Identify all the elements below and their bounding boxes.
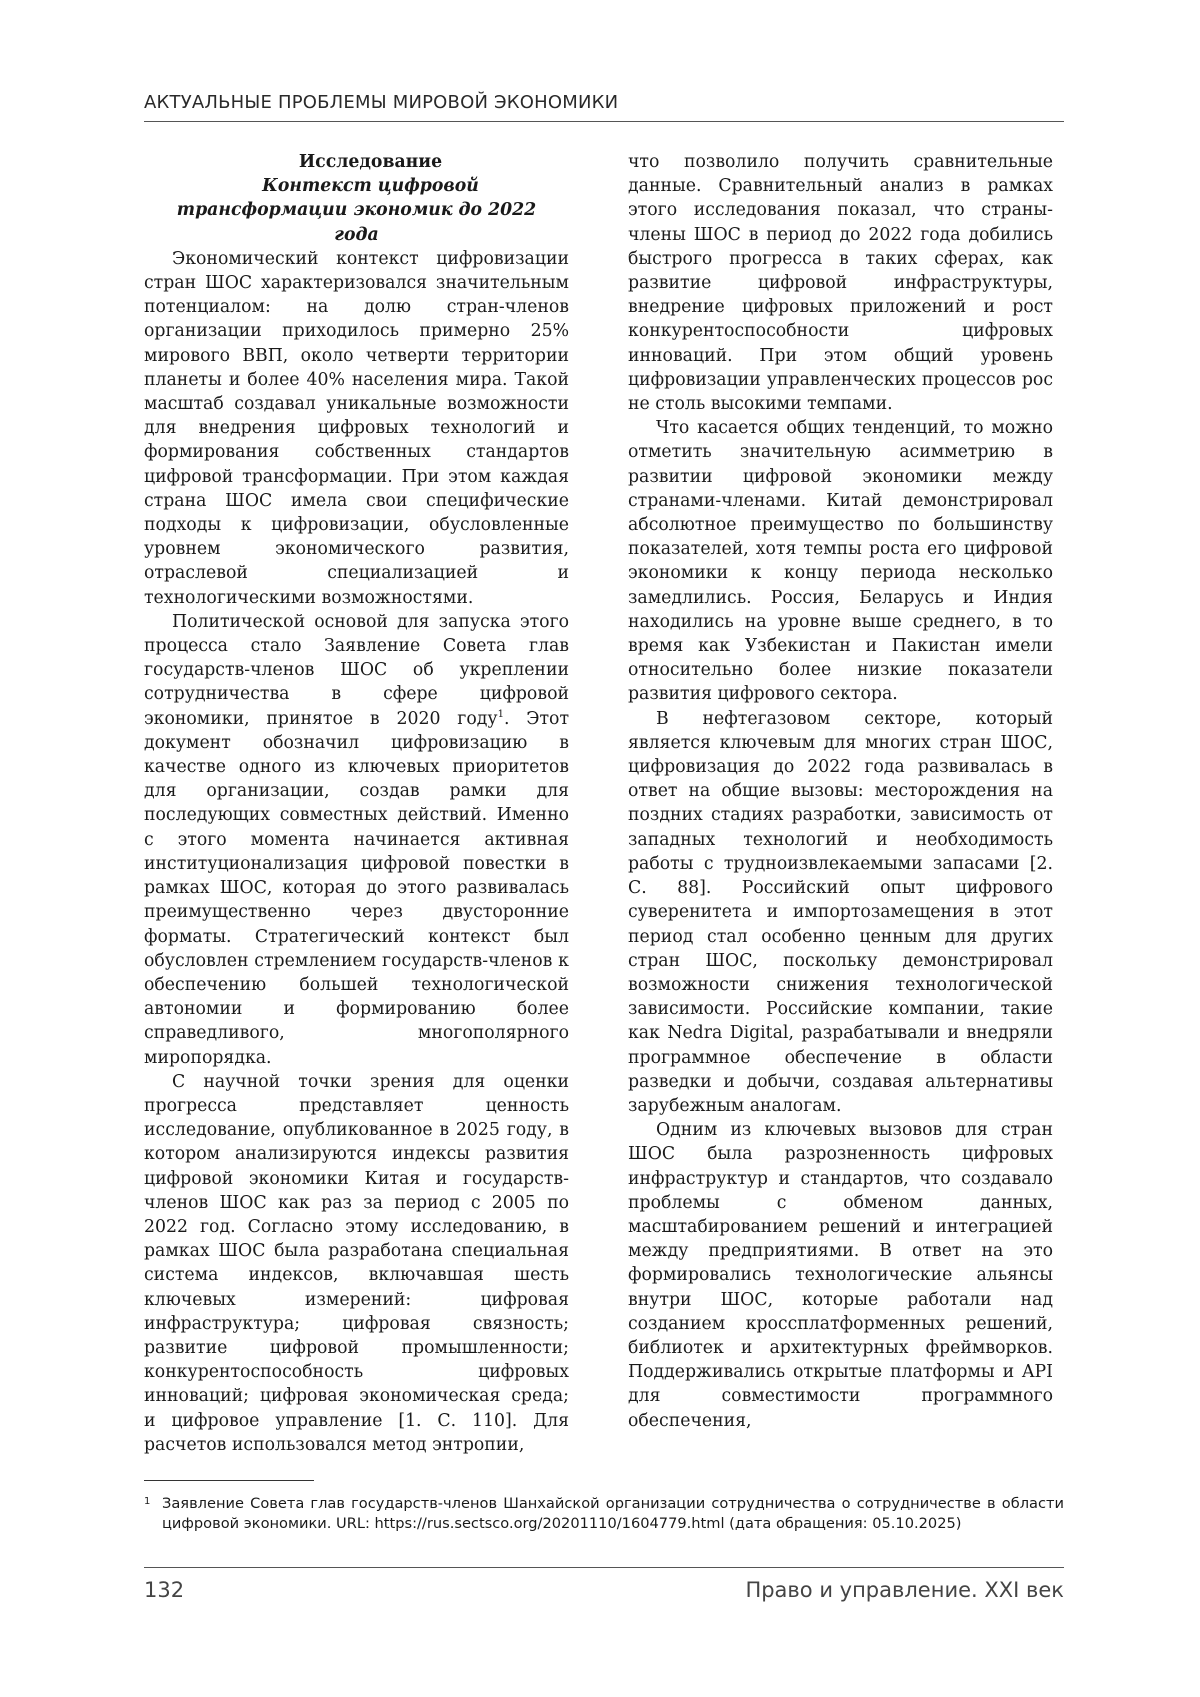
paragraph: что позволило получить сравнительные данные. Сравнительный анализ в рамках этого исследования показал, что страны-члены ШОС в период до 2022 года добились быстрого прогресса в таких сферах, как развитие цифровой инфраструктуры, внедрение цифровых приложений и рост конкурентоспособности цифровых инноваций. При этом общий уровень цифровизации управленческих процессов рос не столь высокими темпами. xyxy=(628,152,1053,415)
footnote-reference[interactable]: 1 xyxy=(497,708,504,720)
page-number: 132 xyxy=(144,1578,185,1602)
paragraph: Экономический контекст цифровизации стран ШОС характеризовался значительным потенциалом: на долю стран-членов организации приходилось примерно 25% мирового ВВП, около четверти территории планеты и более 40% населения мира. Такой масштаб создавал уникальные возможности для внедрения цифровых технологий и формирования собственных стандартов цифровой трансформации. При этом каждая страна ШОС имела свои специфические подходы к цифровизации, обусловленные уровнем экономического развития, отраслевой специализацией и технологическими возможностями. xyxy=(144,248,569,608)
paragraph xyxy=(144,610,569,1070)
right-column xyxy=(628,150,1053,1433)
footnote xyxy=(144,1494,1064,1534)
journal-title: Право и управление. XXI век xyxy=(745,1578,1064,1602)
footnote-divider xyxy=(144,1480,314,1481)
paragraph: Что касается общих тенденций, то можно отметить значительную асимметрию в развитии цифровой экономики между странами-членами. Китай демонстрировал абсолютное преимущество по большинству показателей, хотя темпы роста его цифровой экономики к концу периода несколько замедлились. Россия, Беларусь и Индия находились на уровне выше среднего, в то время как Узбекистан и Пакистан имели относительно более низкие показатели развития цифрового сектора. xyxy=(628,418,1053,705)
paragraph-text: Политической основой для запуска этого процесса стало Заявление Совета глав государств-членов ШОС об укреплении сотрудничества в сфере цифровой экономики, принятое в 2020 году xyxy=(144,611,569,729)
footnote-mark: 1 xyxy=(144,1496,151,1507)
footnote-text: Заявление Совета глав государств-членов Шанхайской организации сотрудничества о сотрудничестве в области цифровой экономики. URL: https://rus.sectsco.org/20201110/1604779.html (дата обращения: 05.10.2025) xyxy=(162,1495,1064,1532)
paragraph: С научной точки зрения для оценки прогресса представляет ценность исследование, опубликованное в 2025 году, в котором анализируются индексы развития цифровой экономики Китая и государств-членов ШОС как раз за период с 2005 по 2022 год. Согласно этому исследованию, в рамках ШОС была разработана специальная система индексов, включавшая шесть ключевых измерений: цифровая инфраструктура; цифровая связность; развитие цифровой промышленности; конкурентоспособность цифровых инноваций; цифровая экономическая среда; и цифровое управление [1. С. 110]. Для расчетов использовался метод энтропии, xyxy=(144,1071,569,1455)
paragraph: В нефтегазовом секторе, который является ключевым для многих стран ШОС, цифровизация до 2022 года развивалась в ответ на общие вызовы: месторождения на поздних стадиях разработки, зависимость от западных технологий и необходимость работы с трудноизвлекаемыми запасами [2. С. 88]. Российский опыт цифрового суверенитета и импортозамещения в этот период стал особенно ценным для других стран ШОС, поскольку демонстрировал возможности снижения технологической зависимости. Российские компании, такие как Nedra Digital, разрабатывали и внедряли программное обеспечение в области разведки и добычи, создавая альтернативы зарубежным аналогам. xyxy=(628,708,1053,1116)
running-header: АКТУАЛЬНЫЕ ПРОБЛЕМЫ МИРОВОЙ ЭКОНОМИКИ xyxy=(144,92,1064,122)
paragraph: Одним из ключевых вызовов для стран ШОС была разрозненность цифровых инфраструктур и стандартов, что создавало проблемы с обменом данных, масштабированием решений и интеграцией между предприятиями. В ответ на это формировались технологические альянсы внутри ШОС, которые работали над созданием кроссплатформенных решений, библиотек и архитектурных фреймворков. Поддерживались открытые платформы и API для совместимости программного обеспечения, xyxy=(628,1120,1053,1431)
page-footer xyxy=(144,1567,1064,1602)
section-subtitle: Контекст цифровой трансформации экономик до 2022 года xyxy=(176,176,537,245)
paragraph-text: . Этот документ обозначил цифровизацию в качестве одного из ключевых приоритетов для организации, создав рамки для последующих совместных действий. Именно с этого момента начинается активная институционализация цифровой повестки в рамках ШОС, которая до этого развивалась преимущественно через двусторонние форматы. Стратегический контекст был обусловлен стремлением государств-членов к обеспечению большей технологической автономии и формированию более справедливого, многополярного миропорядка. xyxy=(144,708,569,1068)
left-column xyxy=(144,150,569,1457)
section-title: Исследование xyxy=(298,152,443,172)
